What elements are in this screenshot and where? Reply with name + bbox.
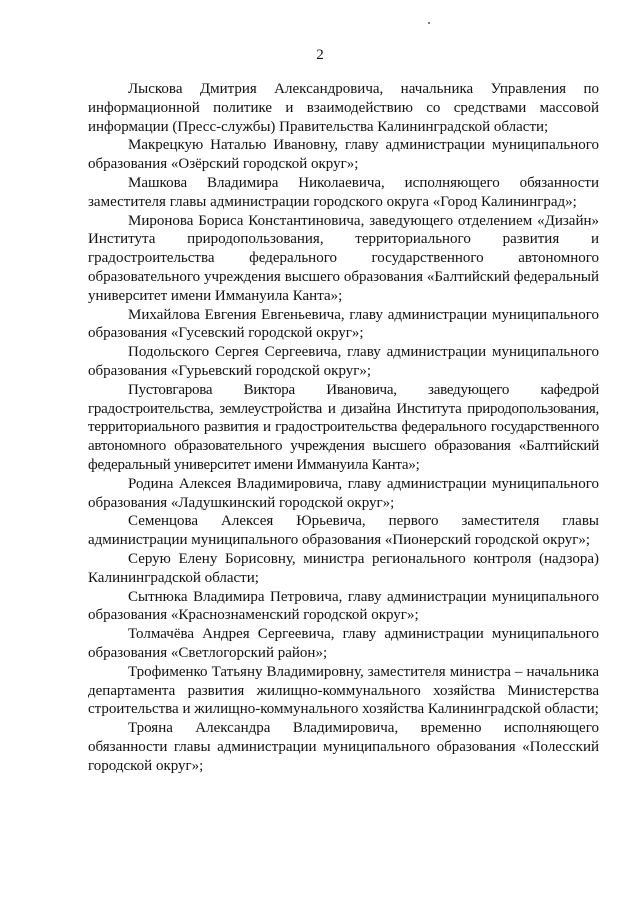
paragraph-rodin: Родина Алексея Владимировича, главу администрации муниципального образования «Ладушкинский городской округ»; [88,475,599,511]
paragraph-troyan: Трояна Александра Владимировича, временно исполняющего обязанности главы администрации муниципального образования «Полесский городской округ»; [88,720,599,774]
paragraph-lyskov: Лыскова Дмитрия Александровича, начальника Управления по информационной политике и взаимодействию со средствами массовой информации (Пресс-службы) Правительства Калининградской области; [88,81,599,135]
paragraph-seraya: Серую Елену Борисовну, министра регионального контроля (надзора) Калининградской области; [88,550,599,586]
paragraph-trofimenko: Трофименко Татьяну Владимировну, заместителя министра – начальника департамента развития жилищно-коммунального хозяйства Министерства строительства и жилищно-коммунального хозяйства Калининградской области; [88,663,599,718]
body-text [88,80,599,775]
paragraph-makretskaya: Макрецкую Наталью Ивановну, главу администрации муниципального образования «Озёрский городской округ»; [88,137,599,173]
paragraph-sementsov: Семенцова Алексея Юрьевича, первого заместителя главы администрации муниципального образования «Пионерский городской округ»; [88,513,599,549]
paragraph-podolsky: Подольского Сергея Сергеевича, главу администрации муниципального образования «Гурьевский городской округ»; [88,344,599,379]
paragraph-pustovgarov: Пустовгарова Виктора Ивановича, заведующего кафедрой градостроительства, землеустройства и дизайна Института природопользования, территориального развития и градостроительства федерального государственного автономного образовательного учреждения высшего образования «Балтийский федеральный университет имени Иммануила Канта»; [88,381,599,473]
page-number: 2 [316,47,324,63]
paragraph-mashkov: Машкова Владимира Николаевича, исполняющего обязанности заместителя главы администрации городского округа «Город Калининград»; [88,174,599,210]
paragraph-sytnyuk: Сытнюка Владимира Петровича, главу администрации муниципального образования «Краснознаменский городской округ»; [88,588,599,624]
paragraph-tolmachev: Толмачёва Андрея Сергеевича, главу администрации муниципального образования «Светлогорский район»; [88,626,599,661]
scan-speck [428,22,430,24]
paragraph-mikhailov: Михайлова Евгения Евгеньевича, главу администрации муниципального образования «Гусевский городской округ»; [88,306,599,342]
paragraph-mironov: Миронова Бориса Константиновича, заведующего отделением «Дизайн» Института природопользования, территориального развития и градостроительства федерального государственного автономного образовательного учреждения высшего образования «Балтийский федеральный университет имени Иммануила Канта»; [88,212,599,304]
